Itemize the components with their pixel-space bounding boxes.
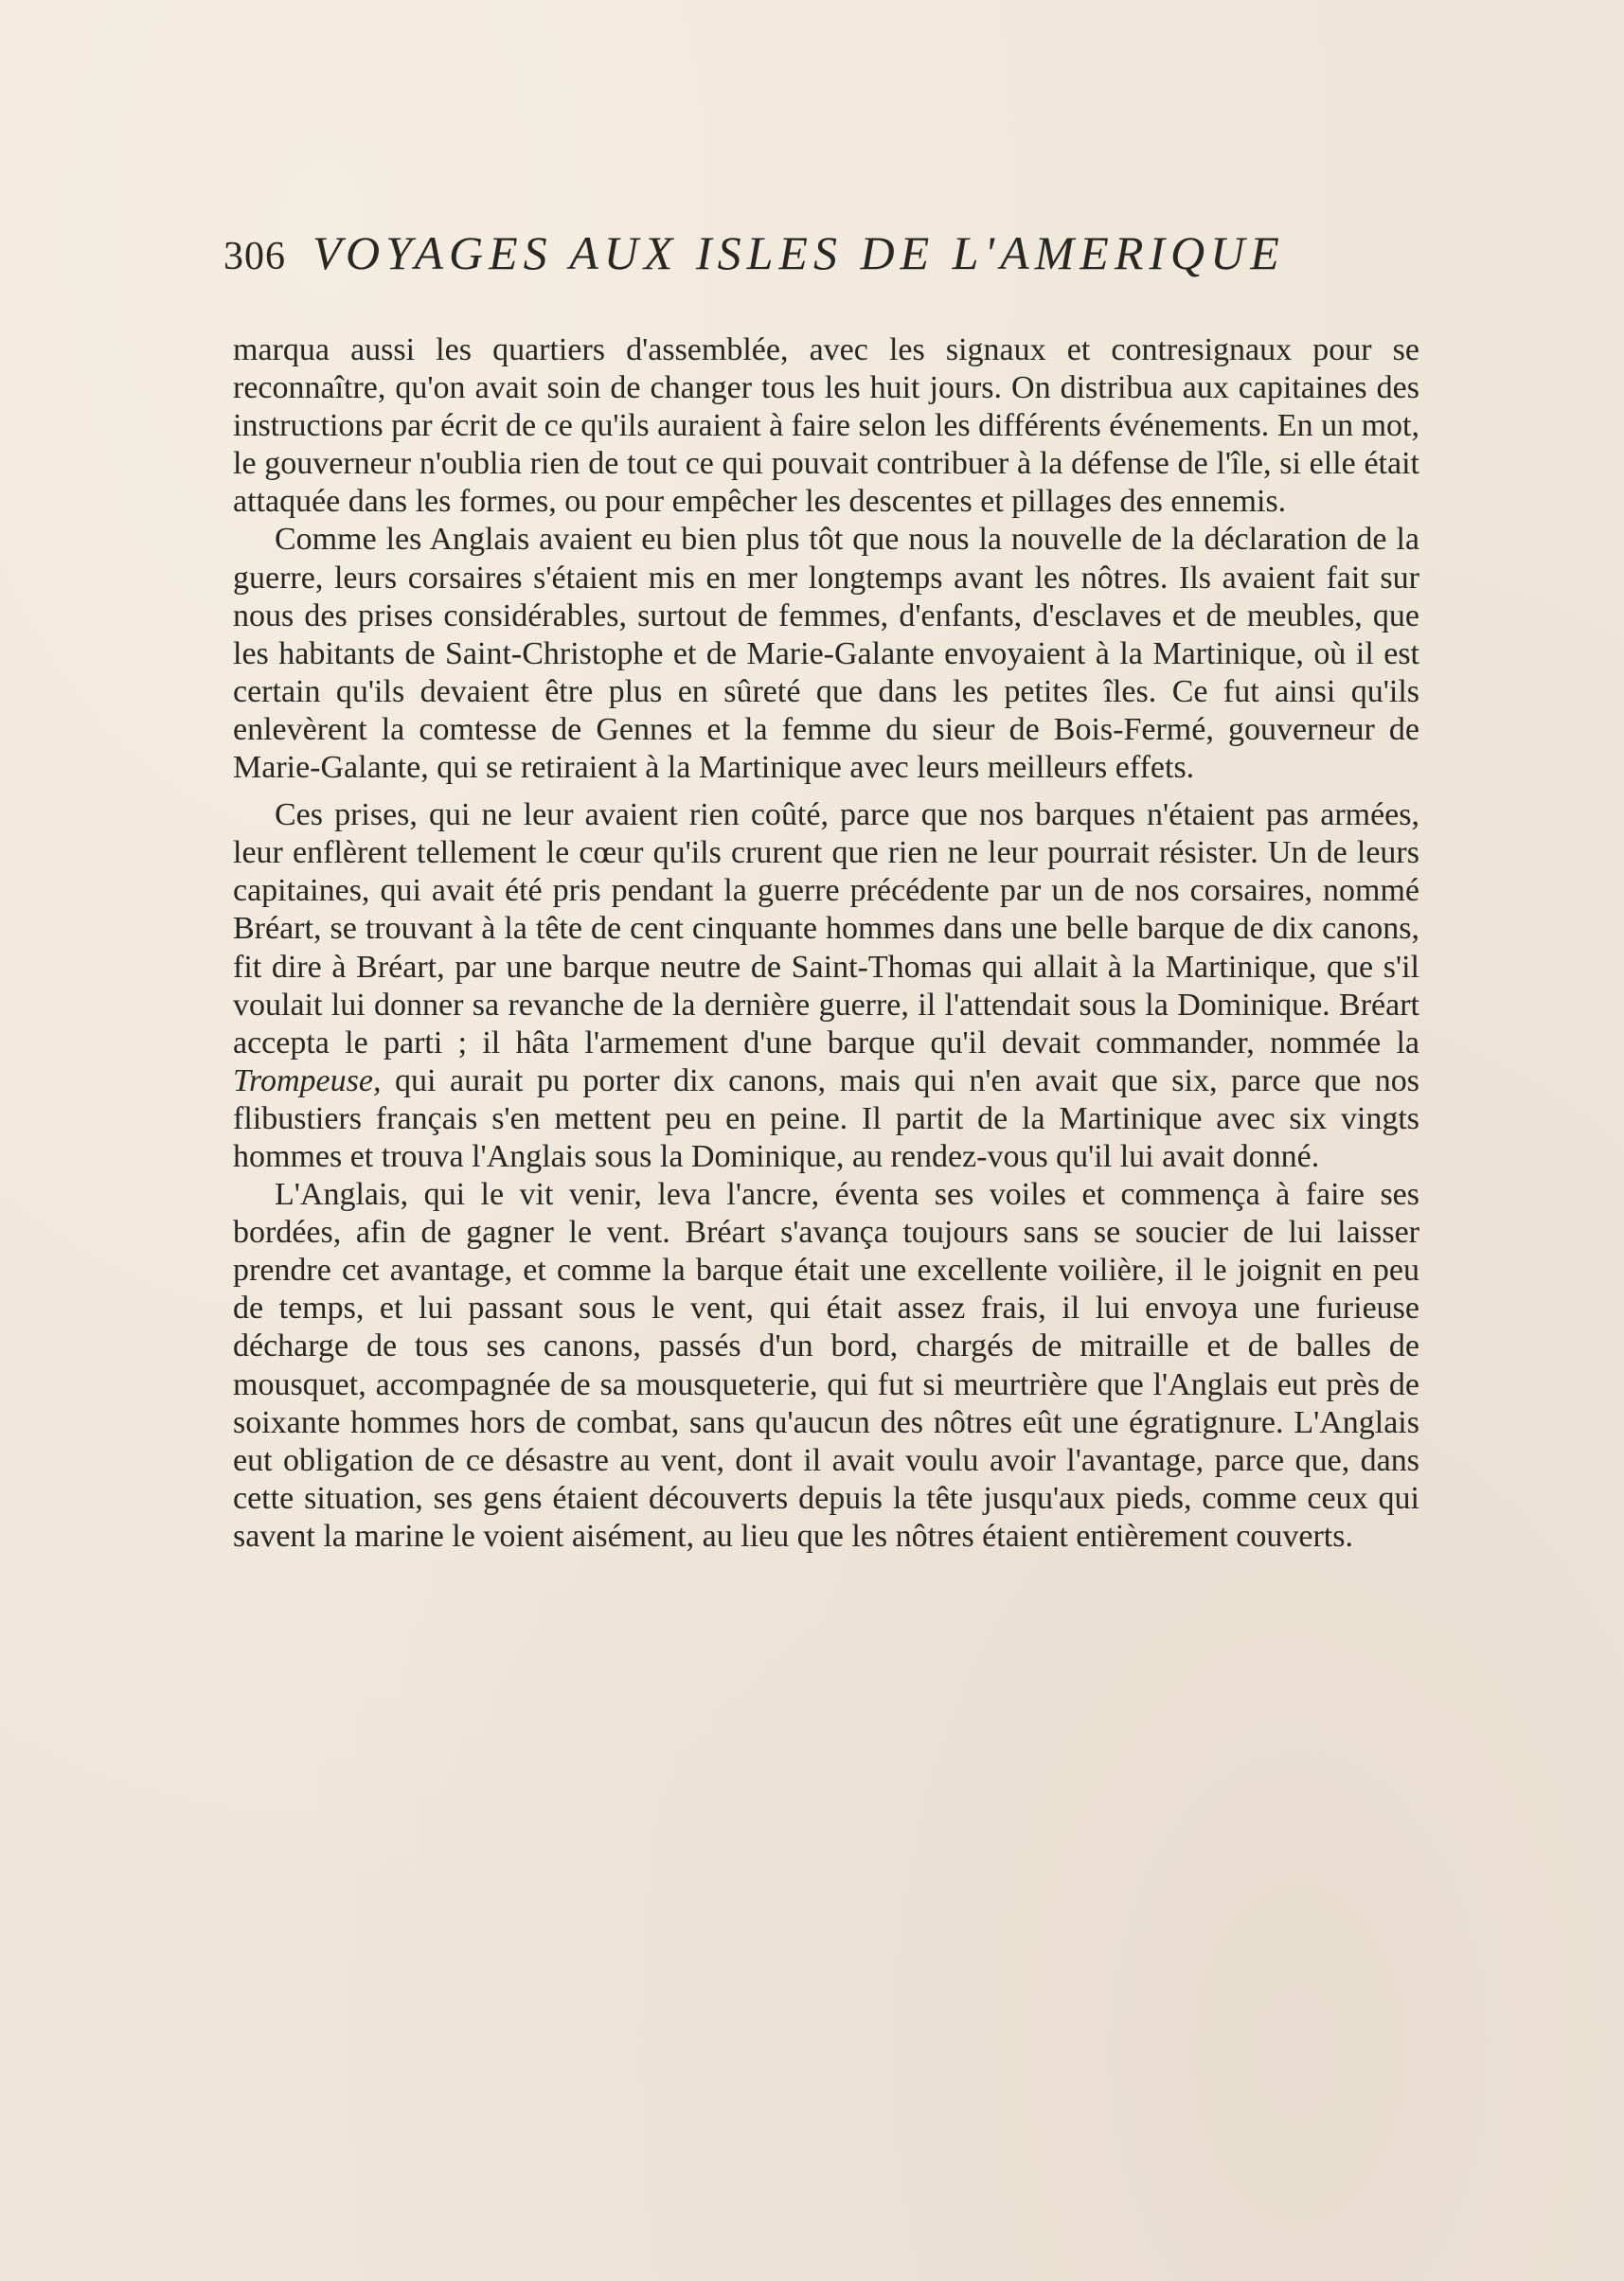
page-header: [223, 225, 1426, 292]
paragraph-3: [233, 796, 1419, 1176]
paragraph-3-part-1: Ces prises, qui ne leur avaient rien coûté, parce que nos barques n'étaient pas armées, leur enflèrent tellement le cœur qu'ils crurent que rien ne leur pourrait résister. Un de leurs capitaines, qui avait été pris pendant la guerre précédente par un de nos corsaires, nommé Bréart, se trouvant à la tête de cent cinquante hommes dans une belle barque de dix canons, fit dire à Bréart, par une barque neutre de Saint-Thomas qui allait à la Martinique, que s'il voulait lui donner sa revanche de la dernière guerre, il l'attendait sous la Dominique. Bréart accepta le parti ; il hâta l'armement d'une barque qu'il devait commander, nommée la: [233, 797, 1419, 1060]
paragraph-3-part-2: qui aurait pu porter dix canons, mais qui n'en avait que six, parce que nos flibustiers français s'en mettent peu en peine. Il partit de la Martinique avec six vingts hommes et trouva l'Anglais sous la Dominique, au rendez-vous qu'il lui avait donné.: [233, 1062, 1419, 1174]
paragraph-1: marqua aussi les quartiers d'assemblée, avec les signaux et contresignaux pour se reconnaître, qu'on avait soin de changer tous les huit jours. On distribua aux capitaines des instructions par écrit de ce qu'ils auraient à faire selon les différents événements. En un mot, le gouverneur n'oublia rien de tout ce qui pouvait contribuer à la défense de l'île, si elle était attaquée dans les formes, ou pour empêcher les descentes et pillages des ennemis.: [233, 332, 1419, 520]
running-title: VOYAGES AUX ISLES DE L'AMERIQUE: [312, 226, 1285, 279]
paragraph-4: L'Anglais, qui le vit venir, leva l'ancre, éventa ses voiles et commença à faire ses bordées, afin de gagner le vent. Bréart s'avança toujours sans se soucier de lui laisser prendre cet avantage, et comme la barque était une excellente voilière, il le joignit en peu de temps, et lui passant sous le vent, qui était assez frais, il lui envoya une furieuse décharge de tous ses canons, passés d'un bord, chargés de mitraille et de balles de mousquet, accompagnée de sa mousqueterie, qui fut si meurtrière que l'Anglais eut près de soixante hommes hors de combat, sans qu'aucun des nôtres eût une égratignure. L'Anglais eut obligation de ce désastre au vent, dont il avait voulu avoir l'avantage, parce que, dans cette situation, ses gens étaient découverts depuis la tête jusqu'aux pieds, comme ceux qui savent la marine le voient aisément, au lieu que les nôtres étaient entièrement couverts.: [233, 1177, 1419, 1554]
paragraph-2: Comme les Anglais avaient eu bien plus tôt que nous la nouvelle de la déclaration de la guerre, leurs corsaires s'étaient mis en mer longtemps avant les nôtres. Ils avaient fait sur nous des prises considérables, surtout de femmes, d'enfants, d'esclaves et de meubles, que les habitants de Saint-Christophe et de Marie-Galante envoyaient à la Martinique, où il est certain qu'ils devaient être plus en sûreté que dans les petites îles. Ce fut ainsi qu'ils enlevèrent la comtesse de Gennes et la femme du sieur de Bois-Fermé, gouverneur de Marie-Galante, qui se retiraient à la Martinique avec leurs meilleurs effets.: [233, 522, 1419, 786]
page-number: 306: [223, 235, 286, 278]
ship-name: Trompeuse,: [233, 1062, 382, 1098]
body-text: [233, 331, 1419, 1960]
